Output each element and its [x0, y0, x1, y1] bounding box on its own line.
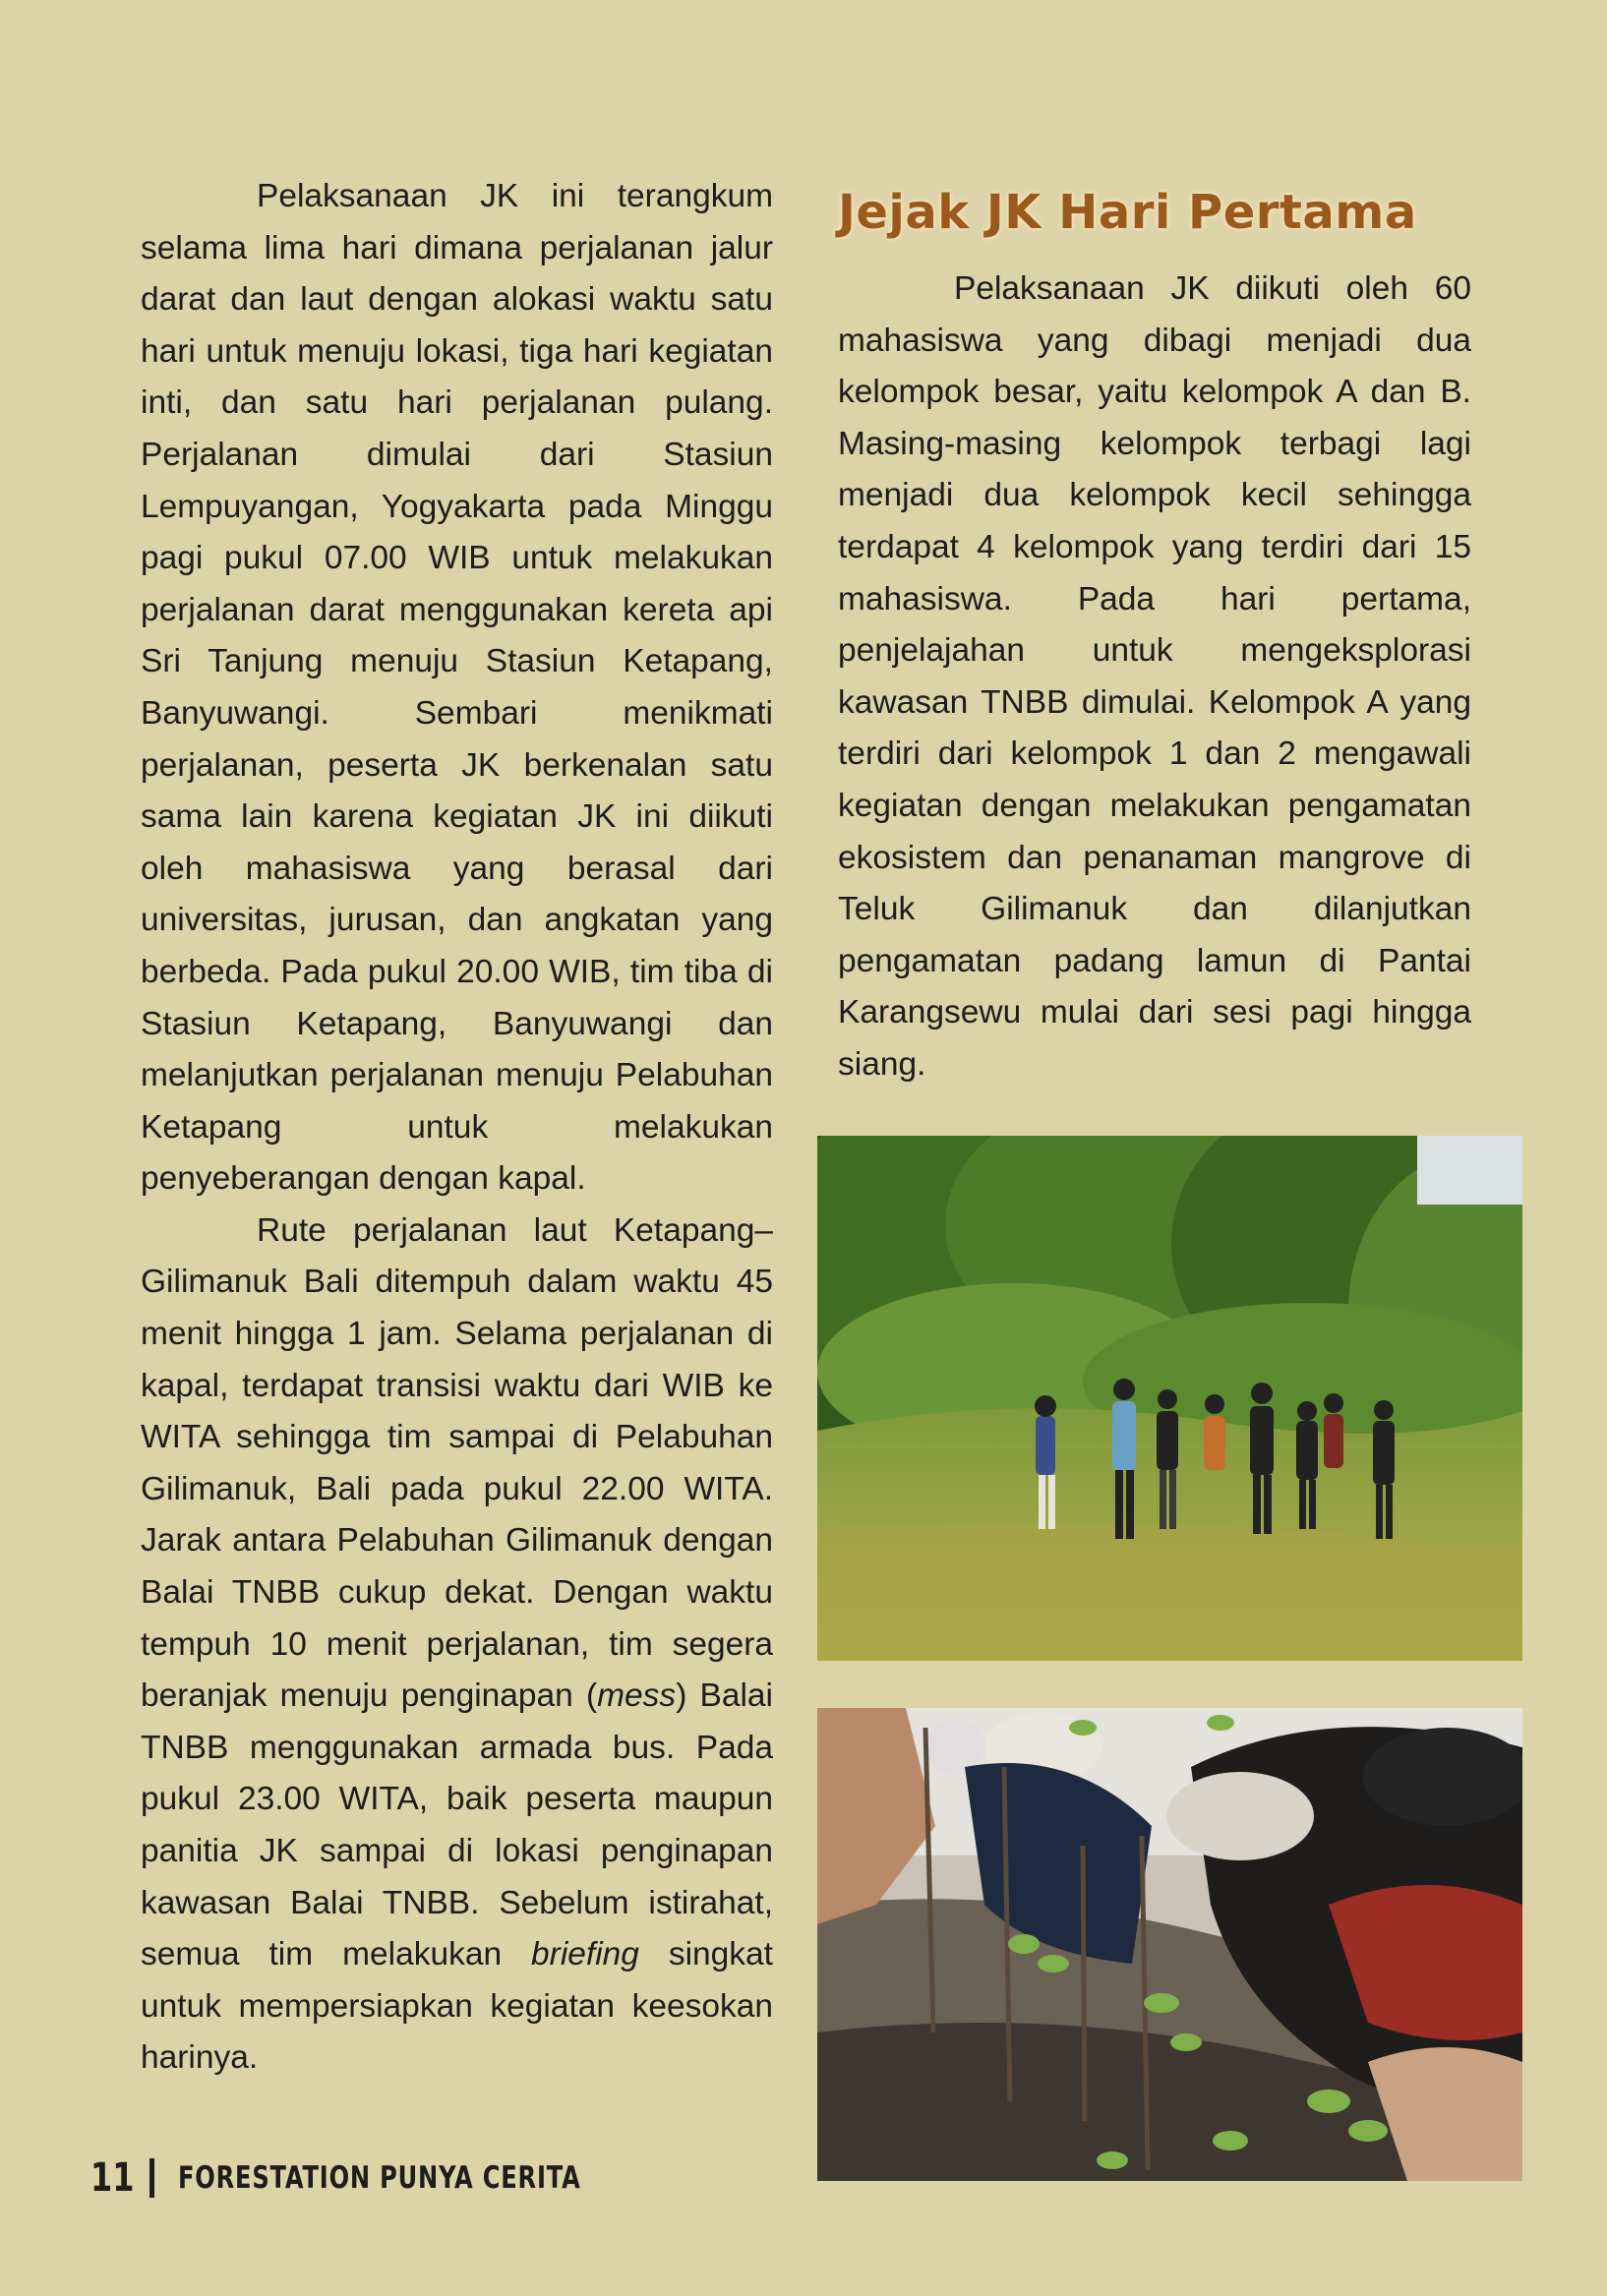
italic-mess: mess: [597, 1678, 677, 1715]
paragraph-sea-route-mid: ) Balai TNBB menggunakan armada bus. Pada pukul 23.00 WITA, baik peserta maupun panitia JK sampai di lokasi penginapan kawasan Balai TNBB. Sebelum istirahat, semua tim melakukan: [141, 1678, 773, 1973]
paragraph-journey-start: Pelaksanaan JK ini terangkum selama lima hari dimana perjalanan jalur darat dan laut dengan alokasi waktu satu hari untuk menuju lokasi, tiga hari kegiatan inti, dan satu hari perjalanan pulang. Perjalanan dimulai dari Stasiun Lempuyangan, Yogyakarta pada Minggu pagi pukul 07.00 WIB untuk melakukan perjalanan darat menggunakan kereta api Sri Tanjung menuju Stasiun Ketapang, Banyuwangi. Sembari menikmati perjalanan, peserta JK berkenalan satu sama lain karena kegiatan JK ini diikuti oleh mahasiswa yang berasal dari universitas, jurusan, dan angkatan yang berbeda. Pada pukul 20.00 WIB, tim tiba di Stasiun Ketapang, Banyuwangi dan melanjutkan perjalanan menuju Pelabuhan Ketapang untuk melakukan penyeberangan dengan kapal.: [141, 178, 773, 1198]
photo-field-observation: [817, 1136, 1522, 1661]
page-footer: [90, 2155, 694, 2201]
right-column: [838, 183, 1471, 1091]
italic-briefing: briefing: [531, 1936, 639, 1973]
paragraph-sea-route-text: Rute perjalanan laut Ketapang–Gilimanuk Bali ditempuh dalam waktu 45 menit hingga 1 jam. Selama perjalanan di kapal, terdapat transisi waktu dari WIB ke WITA sehingga tim sampai di Pelabuhan Gilimanuk, Bali pada pukul 22.00 WITA. Jarak antara Pelabuhan Gilimanuk dengan Balai TNBB cukup dekat. Dengan waktu tempuh 10 menit perjalanan, tim segera beranjak menuju penginapan (: [141, 1211, 773, 1715]
paragraph-sea-route: [141, 1206, 773, 2085]
paragraph-first-day: Pelaksanaan JK diikuti oleh 60 mahasiswa yang dibagi menjadi dua kelompok besar, yaitu kelompok A dan B. Masing-masing kelompok terbagi lagi menjadi dua kelompok kecil sehingga terdapat 4 kelompok yang terdiri dari 15 mahasiswa. Pada hari pertama, penjelajahan untuk mengeksplorasi kawasan TNBB dimulai. Kelompok A yang terdiri dari kelompok 1 dan 2 mengawali kegiatan dengan melakukan pengamatan ekosistem dan penanaman mangrove di Teluk Gilimanuk dan dilanjutkan pengamatan padang lamun di Pantai Karangsewu mulai dari sesi pagi hingga siang.: [838, 270, 1471, 1083]
magazine-title: FORESTATION PUNYA CERITA: [178, 2160, 581, 2196]
page-number: 11: [90, 2155, 135, 2201]
left-column: [141, 171, 773, 2085]
footer-divider: [149, 2158, 154, 2198]
paragraph-sea-route-end: singkat untuk mempersiapkan kegiatan keesokan harinya.: [141, 1936, 773, 2077]
photo-mangrove-planting: [817, 1708, 1522, 2181]
section-heading: Jejak JK Hari Pertama: [838, 185, 1417, 240]
